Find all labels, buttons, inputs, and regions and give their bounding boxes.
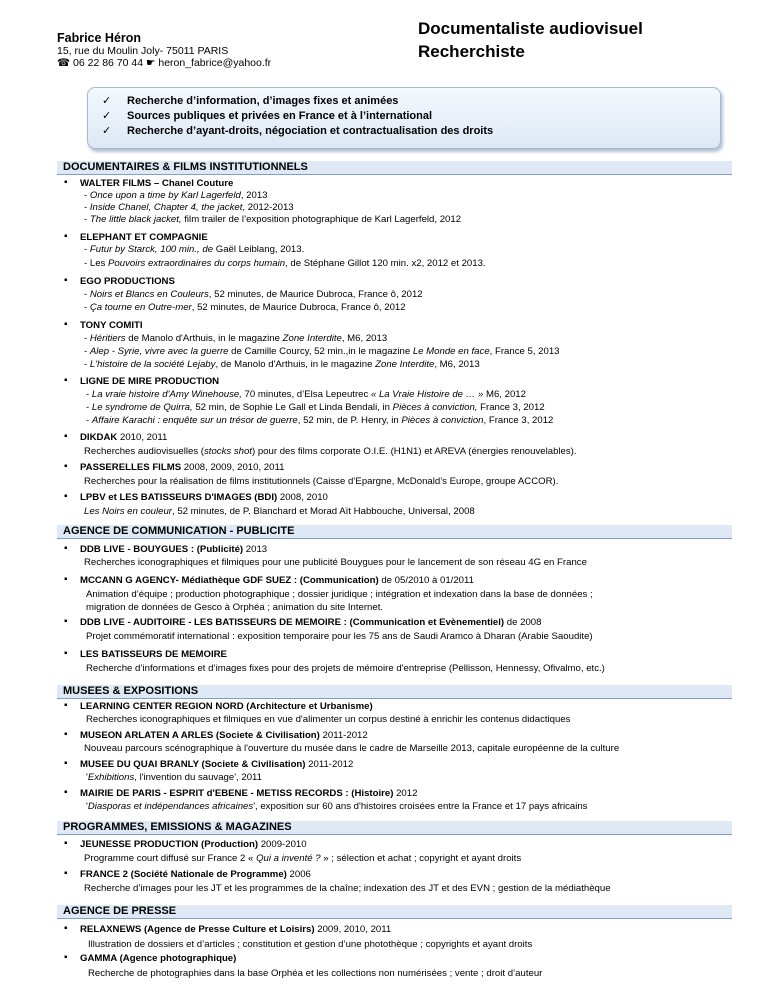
text-run: migration de données de Gesco à Orphéa ; animation du site Internet. — [86, 602, 384, 613]
text-run: , 52 minutes, de P. Blanchard et Morad Aït Habbouche, Universal, 2008 — [172, 506, 475, 517]
entry-detail — [84, 883, 611, 894]
text-run: Programme court diffusé sur France 2 « — [84, 853, 257, 864]
entry-heading — [80, 788, 417, 799]
job-title — [418, 17, 643, 63]
text-run: , M6, 2013 — [434, 359, 480, 370]
text-run: de 2008 — [504, 617, 542, 628]
entry-heading — [80, 924, 391, 935]
text-run: Le syndrome de Quirra, — [91, 402, 193, 413]
entry-detail — [86, 589, 593, 600]
text-run: LEARNING CENTER REGION NORD (Architecture et Urbanisme) — [80, 701, 373, 712]
text-run: DDB LIVE - BOUYGUES : (Publicité) — [80, 544, 244, 555]
text-run: 52 min, de Sophie Le Gall et Linda Bendali, in — [192, 402, 393, 413]
text-run: de Manolo d'Arthuis, in le magazine — [125, 333, 283, 344]
text-run: Recherches iconographiques et filmiques pour une publicité Bouygues pour le lancement de son réseau 4G en France — [84, 557, 587, 568]
text-run: , l'invention du sauvage', 2011 — [134, 772, 263, 783]
entry-heading — [80, 432, 167, 443]
text-run: M6, 2012 — [483, 389, 526, 400]
section-heading: MUSEES & EXPOSITIONS — [57, 685, 732, 698]
entry-detail — [86, 389, 526, 400]
text-run: 2011-2012 — [305, 759, 354, 770]
entry-detail — [86, 663, 605, 674]
text-run: Pouvoirs extraordinaires du corps humain — [108, 258, 286, 269]
phone-number: 06 22 86 70 44 — [73, 57, 144, 69]
text-run: - — [84, 214, 90, 225]
entry-heading — [80, 492, 328, 503]
text-run: 70 minutes, d’Elsa Lepeutrec — [241, 389, 371, 400]
entry-detail — [86, 801, 587, 812]
entry-heading — [80, 462, 284, 473]
text-run: - — [84, 346, 90, 357]
text-run: Le Monde en face — [412, 346, 490, 357]
highlights-box — [87, 87, 721, 149]
text-run: , 2013 — [240, 190, 268, 201]
entry-detail — [84, 302, 406, 313]
entry-detail — [84, 214, 461, 225]
text-run: LPBV et LES BATISSEURS D'IMAGES (BDI) — [80, 492, 278, 503]
entry-detail — [84, 190, 268, 201]
telephone-icon: ☎ — [57, 57, 71, 69]
text-run: , 52 min, de P. Henry, in — [297, 415, 402, 426]
contact-block — [57, 45, 271, 69]
text-run: ' — [86, 801, 88, 812]
entry-heading — [80, 953, 236, 964]
text-run: « La Vraie Histoire de … » — [370, 389, 484, 400]
entry-heading — [80, 575, 474, 586]
entry-detail — [84, 346, 560, 357]
text-run: France 3, 2012 — [477, 402, 545, 413]
text-run: ' — [86, 772, 88, 783]
text-run: - Les — [84, 258, 108, 269]
text-run: ', exposition sur 60 ans d'histoires croisées entre la France et 17 pays africains — [253, 801, 588, 812]
candidate-name: Fabrice Héron — [57, 31, 142, 45]
entry-detail — [84, 446, 577, 457]
check-icon: ✓ — [102, 95, 112, 107]
text-run: film trailer de l’exposition photographique de Karl Lagerfeld, 2012 — [181, 214, 462, 225]
text-run: - — [84, 202, 90, 213]
text-run: La vraie histoire d'Amy Winehouse, — [91, 389, 242, 400]
text-run: - — [86, 389, 92, 400]
section-heading: PROGRAMMES, EMISSIONS & MAGAZINES — [57, 821, 732, 834]
text-run: LES BATISSEURS DE MEMOIRE — [80, 649, 227, 660]
email-address: heron_fabrice@yahoo.fr — [158, 57, 272, 69]
text-run: FRANCE 2 (Société Nationale de Programme) — [80, 869, 287, 880]
entry-heading — [80, 320, 143, 331]
section-heading: AGENCE DE COMMUNICATION - PUBLICITE — [57, 525, 732, 538]
text-run: Exhibitions — [87, 772, 135, 783]
text-run: 2013 — [243, 544, 268, 555]
text-run: Les Noirs en couleur — [84, 506, 172, 517]
text-run: Projet commémoratif international : exposition temporaire pour les 75 ans de Saudi Aramco à Dharan (Arabie Saoudite) — [86, 631, 593, 642]
text-run: Animation d’équipe ; production photographique ; dossier juridique ; intégration et indexation dans la base de données ; — [86, 589, 593, 600]
text-run: Ça tourne en Outre-mer — [89, 302, 192, 313]
text-run: 2008, 2009, 2010, 2011 — [181, 462, 285, 473]
text-run: EGO PRODUCTIONS — [80, 276, 175, 287]
text-run: 2006 — [286, 869, 311, 880]
text-run: L'histoire de la société Lejaby — [89, 359, 216, 370]
text-run: , 2012-2013 — [242, 202, 294, 213]
entry-detail — [84, 289, 423, 300]
text-run: » ; sélection et achat ; copyright et ayant droits — [320, 853, 522, 864]
text-run: ) pour des films corporate O.I.E. (H1N1) et AREVA (énergies renouvelables). — [251, 446, 577, 457]
text-run: Pièces à conviction — [401, 415, 484, 426]
text-run: Affaire Karachi : enquête sur un trésor de guerre — [91, 415, 298, 426]
text-run: , France 3, 2012 — [483, 415, 554, 426]
entry-heading — [80, 232, 208, 243]
highlight-item: ✓ Recherche d’ayant-droits, négociation et contractualisation des droits — [102, 125, 494, 137]
entry-detail — [84, 202, 294, 213]
text-run: Inside Chanel, Chapter 4, the jacket — [89, 202, 243, 213]
entry-detail — [86, 602, 383, 613]
job-title-line1: Documentaliste audiovisuel — [418, 19, 643, 38]
text-run: , 52 minutes, de Maurice Dubroca, France ô, 2012 — [191, 302, 406, 313]
text-run: MAIRIE DE PARIS - ESPRIT d'EBENE - METISS RECORDS : (Histoire) — [80, 788, 394, 799]
text-run: , 52 minutes, de Maurice Dubroca, France ô, 2012 — [208, 289, 423, 300]
text-run: Zone Interdite — [375, 359, 435, 370]
text-run: Nouveau parcours scénographique à l'ouverture du musée dans le cadre de Marseille 2013, capitale européenne de la culture — [84, 743, 620, 754]
text-run: Recherche d’images pour les JT et les programmes de la chaîne; indexation des JT et des EVN ; gestion de la médiathèque — [84, 883, 611, 894]
entry-heading — [80, 839, 307, 850]
text-run: MUSEON ARLATEN A ARLES (Societe & Civilisation) — [80, 730, 320, 741]
highlight-item: ✓ Recherche d’information, d’images fixes et animées — [102, 95, 399, 107]
text-run: Recherches iconographiques et filmiques en vue d'alimenter un corpus destiné à enrichir les contenus didactiques — [86, 714, 571, 725]
entry-detail — [84, 244, 304, 255]
contact-line — [57, 57, 271, 69]
text-run: Qui a inventé ? — [256, 853, 321, 864]
entry-heading — [80, 649, 227, 660]
text-run: Zone Interdite — [282, 333, 342, 344]
text-run: TONY COMITI — [80, 320, 143, 331]
text-run: WALTER FILMS – Chanel Couture — [80, 178, 234, 189]
text-run: - — [86, 402, 92, 413]
entry-detail — [86, 772, 262, 783]
text-run: Recherches audiovisuelles ( — [84, 446, 204, 457]
entry-detail — [84, 258, 486, 269]
entry-heading — [80, 701, 373, 712]
text-run: Héritiers — [89, 333, 126, 344]
check-icon: ✓ — [102, 110, 112, 122]
entry-detail — [84, 506, 475, 517]
text-run: DDB LIVE - AUDITOIRE - LES BATISSEURS DE MEMOIRE : (Communication et Evènementiel) — [80, 617, 505, 628]
entry-detail — [84, 557, 587, 568]
text-run: 2008, 2010 — [277, 492, 328, 503]
text-run: DIKDAK — [80, 432, 118, 443]
text-run: stocks shot — [203, 446, 252, 457]
pointing-hand-icon: ☛ — [146, 57, 156, 69]
text-run: Futur by Starck, 100 min., de — [89, 244, 214, 255]
text-run: , de Manolo d'Arthuis, in le magazine — [215, 359, 376, 370]
text-run: 2010, 2011 — [117, 432, 168, 443]
text-run: de Camille Courcy, 52 min.,in le magazine — [228, 346, 413, 357]
text-run: Recherche de photographies dans la base Orphéa et les collections non numérisées ; vente ; droit d’auteur — [88, 968, 543, 979]
text-run: - — [84, 333, 90, 344]
text-run: Once upon a time by Karl Lagerfeld — [89, 190, 241, 201]
text-run: Recherche d’informations et d’images fixes pour des projets de mémoire d'entreprise (Pellisson, Hennessy, Ofivalmo, etc.) — [86, 663, 605, 674]
text-run: 2009, 2010, 2011 — [314, 924, 392, 935]
entry-heading — [80, 617, 541, 628]
text-run: Illustration de dossiers et d’articles ; constitution et gestion d’une photothèque ; copyrights et ayant droits — [88, 939, 533, 950]
entry-heading — [80, 276, 175, 287]
text-run: - — [84, 190, 90, 201]
text-run: - — [84, 289, 90, 300]
text-run: 2011-2012 — [319, 730, 368, 741]
text-run: ELEPHANT ET COMPAGNIE — [80, 232, 208, 243]
entry-heading — [80, 178, 233, 189]
entry-heading — [80, 869, 311, 880]
postal-address: 15, rue du Moulin Joly- 75011 PARIS — [57, 45, 229, 57]
text-run: MUSEE DU QUAI BRANLY (Societe & Civilisation) — [80, 759, 306, 770]
text-run: 2012 — [393, 788, 418, 799]
text-run: 2009-2010 — [258, 839, 307, 850]
text-run: GAMMA (Agence photographique) — [80, 953, 237, 964]
entry-detail — [88, 939, 532, 950]
text-run: de 05/2010 à 01/2011 — [378, 575, 474, 586]
text-run: Recherches pour la réalisation de films institutionnels (Caisse d’Epargne, McDonald’s Europe, groupe ACCOR). — [84, 476, 559, 487]
entry-detail — [84, 743, 619, 754]
job-title-line2: Recherchiste — [418, 42, 525, 61]
text-run: JEUNESSE PRODUCTION (Production) — [80, 839, 259, 850]
text-run: - — [86, 415, 92, 426]
entry-heading — [80, 730, 368, 741]
text-run: LIGNE DE MIRE PRODUCTION — [80, 376, 220, 387]
text-run: RELAXNEWS (Agence de Presse Culture et Loisirs) — [80, 924, 315, 935]
entry-detail — [84, 359, 480, 370]
section-heading: DOCUMENTAIRES & FILMS INSTITUTIONNELS — [57, 161, 732, 174]
check-icon: ✓ — [102, 125, 112, 137]
text-run: Pièces à conviction, — [392, 402, 478, 413]
text-run: Alep - Syrie, vivre avec la guerre — [89, 346, 229, 357]
entry-detail — [84, 476, 558, 487]
text-run: Noirs et Blancs en Couleurs — [89, 289, 209, 300]
entry-heading — [80, 544, 267, 555]
entry-detail — [86, 714, 570, 725]
entry-heading — [80, 759, 353, 770]
text-run: - — [84, 359, 90, 370]
text-run: - — [84, 302, 90, 313]
text-run: Gaël Leiblang, 2013. — [213, 244, 305, 255]
entry-detail — [86, 631, 593, 642]
text-run: , M6, 2013 — [341, 333, 388, 344]
entry-detail — [86, 402, 545, 413]
text-run: , de Stéphane Gillot 120 min. x2, 2012 et 2013. — [285, 258, 486, 269]
text-run: Diasporas et indépendances africaines — [87, 801, 254, 812]
entry-detail — [88, 968, 542, 979]
text-run: PASSERELLES FILMS — [80, 462, 182, 473]
entry-detail — [84, 333, 387, 344]
text-run: MCCANN G AGENCY- Médiathèque GDF SUEZ : (Communication) — [80, 575, 379, 586]
text-run: The little black jacket, — [89, 214, 182, 225]
text-run: - — [84, 244, 90, 255]
highlight-item: ✓ Sources publiques et privées en France et à l’international — [102, 110, 433, 122]
entry-detail — [84, 853, 521, 864]
entry-heading — [80, 376, 219, 387]
entry-detail — [86, 415, 553, 426]
text-run: , France 5, 2013 — [489, 346, 560, 357]
section-heading: AGENCE DE PRESSE — [57, 905, 732, 918]
